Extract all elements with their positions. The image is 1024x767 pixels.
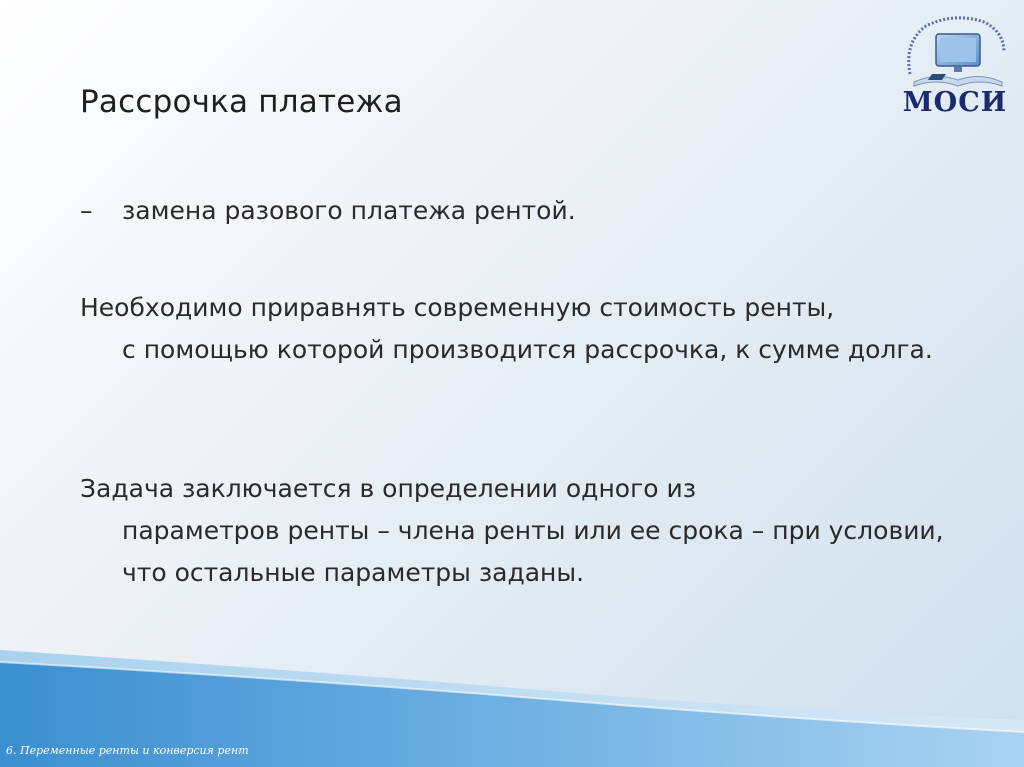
paragraph-2-rest: параметров ренты – члена ренты или ее срока – при условии, что остальные параметры заданы. xyxy=(122,516,944,587)
dash-bullet-text: замена разового платежа рентой. xyxy=(122,196,576,225)
paragraph-1-rest: с помощью которой производится рассрочка, к сумме долга. xyxy=(122,335,933,364)
paragraph-present-value xyxy=(80,287,960,371)
dash-symbol: – xyxy=(80,196,93,225)
paragraph-2-first-line: Задача заключается в определении одного из xyxy=(80,474,697,503)
dash-bullet xyxy=(80,190,576,232)
paragraph-task xyxy=(80,468,960,594)
logo-text: МОСИ xyxy=(902,87,1008,118)
paragraph-1-first-line: Необходимо приравнять современную стоимость ренты, xyxy=(80,293,835,322)
footer-caption: 6. Переменные ренты и конверсия рент xyxy=(6,744,249,757)
computer-monitor-icon xyxy=(896,12,1014,92)
slide-title: Рассрочка платежа xyxy=(80,84,403,120)
mosi-logo xyxy=(896,12,1014,120)
